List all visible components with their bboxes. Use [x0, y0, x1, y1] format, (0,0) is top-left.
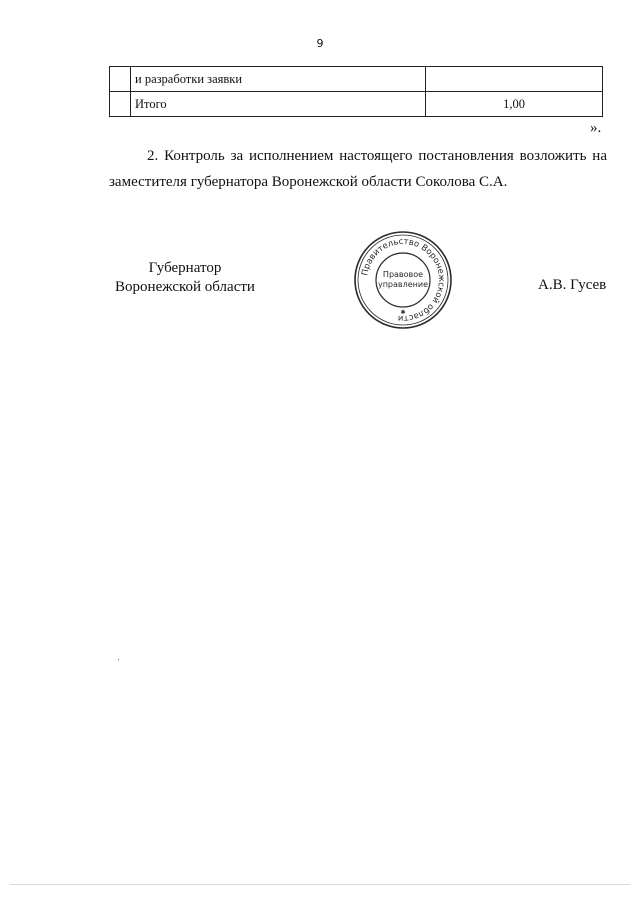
- table-cell-value: 1,00: [426, 92, 603, 117]
- seal-star-icon: ✱: [400, 309, 406, 316]
- seal-ring-textpath: Правительство Воронежской области: [360, 236, 447, 324]
- seal-center-line2: управление: [377, 280, 429, 289]
- summary-table: [109, 66, 603, 117]
- table-cell-label: и разработки заявки: [131, 67, 426, 92]
- scan-bottom-edge: [10, 884, 630, 885]
- official-seal: [352, 229, 454, 331]
- table-cell-num: [110, 92, 131, 117]
- table-row: [110, 92, 603, 117]
- seal-graphic: [352, 229, 454, 331]
- seal-center-line1: Правовое: [382, 270, 424, 279]
- table-cell-value: [426, 67, 603, 92]
- table-cell-label: Итого: [131, 92, 426, 117]
- signatory-name: А.В. Гусев: [538, 277, 607, 293]
- scan-artifact: [118, 659, 119, 660]
- page-number: 9: [316, 37, 324, 50]
- table-row: [110, 67, 603, 92]
- table-cell-num: [110, 67, 131, 92]
- closing-quote: ».: [590, 120, 602, 136]
- control-paragraph: 2. Контроль за исполнением настоящего постановления возложить на заместителя губернатора Воронежской области Соколова С.А.: [109, 148, 607, 190]
- signatory-title-line2: Воронежской области: [115, 279, 255, 295]
- signatory-title: [100, 259, 270, 297]
- signatory-title-line1: Губернатор: [148, 260, 222, 276]
